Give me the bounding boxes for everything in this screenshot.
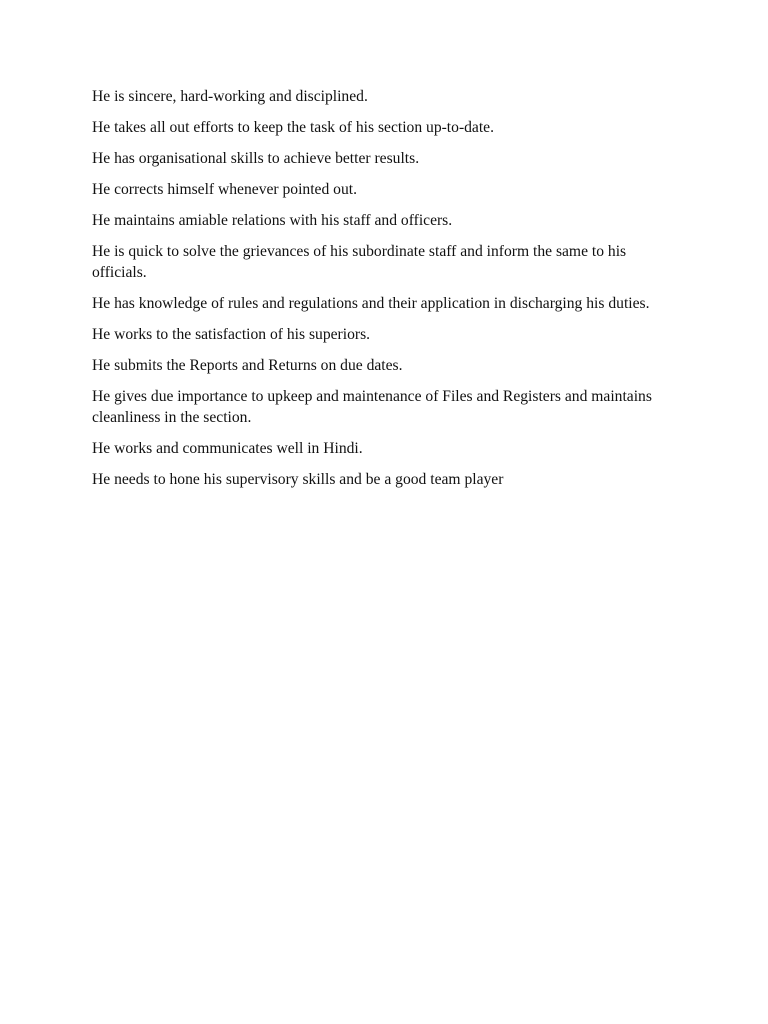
paragraph: He has organisational skills to achieve better results. xyxy=(92,150,420,167)
paragraph: He needs to hone his supervisory skills and be a good team player xyxy=(92,471,504,488)
paragraph: He works and communicates well in Hindi. xyxy=(92,440,363,457)
paragraph: He has knowledge of rules and regulations and their application in discharging his duties. xyxy=(92,295,650,312)
paragraph: He is sincere, hard-working and disciplined. xyxy=(92,88,368,105)
paragraph: He is quick to solve the grievances of his subordinate staff and inform the same to his officials. xyxy=(92,243,627,281)
paragraph: He works to the satisfaction of his superiors. xyxy=(92,326,371,343)
paragraph: He takes all out efforts to keep the task of his section up-to-date. xyxy=(92,119,495,136)
paragraph: He gives due importance to upkeep and maintenance of Files and Registers and maintains cleanliness in the section. xyxy=(92,388,652,426)
document-body xyxy=(92,86,684,500)
paragraph: He corrects himself whenever pointed out. xyxy=(92,181,358,198)
paragraph: He submits the Reports and Returns on due dates. xyxy=(92,357,403,374)
paragraph: He maintains amiable relations with his staff and officers. xyxy=(92,212,453,229)
